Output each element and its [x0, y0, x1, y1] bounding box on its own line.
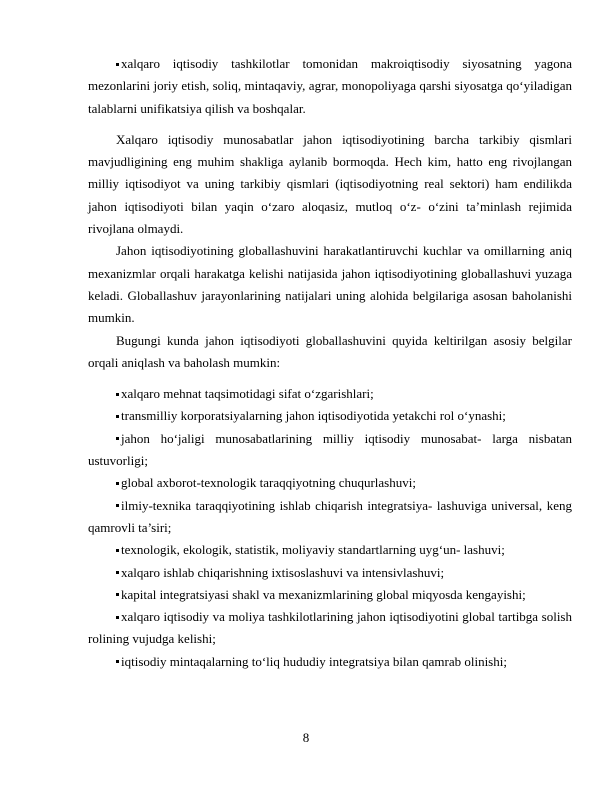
bullet-item-2 — [88, 405, 572, 427]
paragraph-3: Bugungi kunda jahon iqtisodiyoti globallashuvini quyida keltirilgan asosiy belgilar orqali aniqlash va baholash mumkin: — [88, 332, 572, 370]
paragraph-1: Xalqaro iqtisodiy munosabatlar jahon iqtisodiyotining barcha tarkibiy qismlari mavjudligining eng muhim shakliga aylanib bormoqda. Hech kim, hatto eng rivojlangan milliy iqtisodiyot va uning tarkibiy qismlari (iqtisodiyotning real sektori) ham endilikda jahon iqtisodiyoti bilan yaqin o‘zaro aloqasiz, mutloq o‘z- o‘zini ta’minlash rejimida rivojlana olmaydi. — [88, 131, 572, 237]
bullet-square-icon — [116, 616, 119, 619]
bullet-square-icon — [116, 393, 119, 396]
bullet-square-icon — [116, 593, 119, 596]
intro-bullet-item — [88, 53, 572, 120]
bullet-square-icon — [116, 482, 119, 485]
bullet-square-icon — [116, 437, 119, 440]
bullet-item-7 — [88, 562, 572, 584]
bullet-square-icon — [116, 63, 119, 66]
paragraph-2: Jahon iqtisodiyotining globallashuvini harakatlantiruvchi kuchlar va omillarning aniq mexanizmlar orqali harakatga kelishi natijasida jahon iqtisodiyotining globallashuvi yuzaga keladi. Globallashuv jarayonlarining natijalari uning alohida belgilariga asosan baholanishi mumkin. — [88, 243, 572, 326]
bullet-item-1 — [88, 383, 572, 405]
bullet-text: ilmiy-texnika taraqqiyotining ishlab chiqarish integratsiya- lashuviga universal, keng qamrovli ta’siri; — [88, 497, 572, 535]
bullet-item-4 — [88, 472, 572, 494]
bullet-text: xalqaro iqtisodiy va moliya tashkilotlarining jahon iqtisodiyotini global tartibga solish rolining vujudga kelishi; — [88, 609, 572, 647]
bullet-text: xalqaro ishlab chiqarishning ixtisoslashuvi va intensivlashuvi; — [121, 564, 445, 580]
intro-bullet-text: xalqaro iqtisodiy tashkilotlar tomonidan makroiqtisodiy siyosatning yagona mezonlarini joriy etish, soliq, mintaqaviy, agrar, monopoliyaga qarshi siyosatga qo‘yiladigan talablarni unifikatsiya qilish va boshqalar. — [88, 56, 572, 116]
bullet-square-icon — [116, 660, 119, 663]
bullet-square-icon — [116, 571, 119, 574]
page-body — [88, 53, 572, 673]
bullet-text: transmilliy korporatsiyalarning jahon iqtisodiyotida yetakchi rol o‘ynashi; — [121, 408, 506, 424]
bullet-item-8 — [88, 584, 572, 606]
bullet-item-5 — [88, 495, 572, 540]
bullet-text: jahon ho‘jaligi munosabatlarining milliy iqtisodiy munosabat- larga nisbatan ustuvorligi; — [88, 430, 572, 469]
bullet-text: xalqaro mehnat taqsimotidagi sifat o‘zgarishlari; — [121, 386, 374, 402]
bullet-item-6 — [88, 539, 572, 561]
bullet-item-3 — [88, 428, 572, 473]
bullet-square-icon — [116, 549, 119, 552]
bullet-text: kapital integratsiyasi shakl va mexanizmlarining global miqyosda kengayishi; — [121, 586, 526, 602]
bullet-text: texnologik, ekologik, statistik, moliyaviy standartlarning uyg‘un- lashuvi; — [121, 542, 505, 558]
bullet-item-9 — [88, 606, 572, 651]
bullet-square-icon — [116, 415, 119, 418]
bullet-item-10 — [88, 651, 572, 673]
bullet-text: global axborot-texnologik taraqqiyotning chuqurlashuvi; — [121, 475, 416, 491]
bullet-text: iqtisodiy mintaqalarning to‘liq hududiy integratsiya bilan qamrab olinishi; — [121, 653, 507, 669]
bullet-square-icon — [116, 504, 119, 507]
page-number: 8 — [302, 730, 310, 745]
